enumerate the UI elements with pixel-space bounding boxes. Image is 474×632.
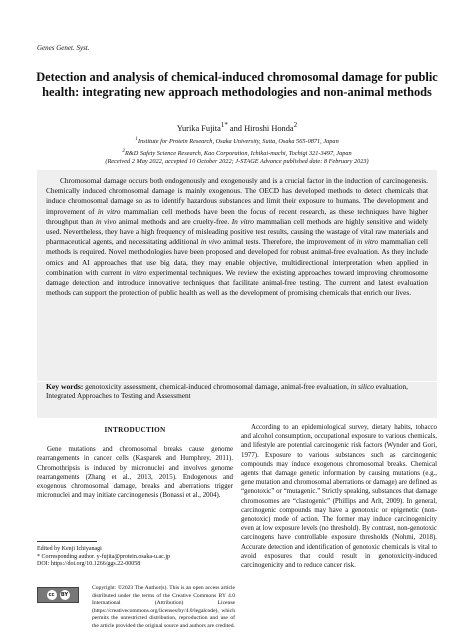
affiliation-text: Institute for Protein Research, Osaka University, Suita, Osaka 565-0871, Japan (137, 138, 339, 146)
section-heading-introduction: INTRODUCTION (104, 426, 166, 434)
article-title: Detection and analysis of chemical-induced chromosomal damage for public health: integrating new approach methodologies and non-animal methods (36, 70, 438, 99)
creative-commons-logo-icon[interactable] (37, 587, 79, 603)
affiliation-mark: 1 (135, 136, 138, 142)
abstract-box (37, 170, 437, 381)
author-name: Yurika Fujita (176, 123, 221, 133)
article-footnotes (37, 546, 237, 569)
by-attribution-icon: BY (60, 592, 69, 598)
introduction-paragraph: Gene mutations and chromosomal breaks cause genome rearrangements in cancer cells (Kasparek and Humphrey, 2011). Chromothripsis is induced by micronuclei and involves genome rearrangements (Zhang et al., 2013, 2015). Endogenous and exogenous chromosomal damage, breaks and aberrations trigger micronuclei and may initiate carcinogenesis (Bonassi et al., 2004). (37, 446, 233, 500)
editor-note: Edited by Kenji Ichiyanagi (37, 546, 102, 552)
author-list (30, 121, 444, 133)
journal-name: Genes Genet. Syst. (37, 44, 90, 52)
keywords-text: evaluation, Integrated Approaches to Testing and Assessment (46, 382, 408, 401)
affiliation-text: R&D Safety Science Research, Kao Corporation, Ichikai-machi, Tochigi 321-3497, Japan (124, 149, 352, 157)
author-name: Hiroshi Honda (244, 123, 294, 133)
affiliations (30, 135, 444, 158)
footnote-divider (37, 541, 97, 542)
license-text: Copyright: ©2023 The Author(s). This is an open access article distributed under the terms of the Creative Commons BY 4.0 International (Attribution) License (https://creativecommons.org/licenses/by/4.0/legalcode), which permits the unrestricted distribution, reproduction and use of the article provided the original source and authors are credited. (92, 585, 235, 629)
publication-dates: (Received 2 May 2022, accepted 10 October 2022; J-STAGE Advance published date: 8 February 2023) (105, 158, 369, 165)
author-affiliation-mark: 2 (293, 121, 298, 129)
keywords-text: genotoxicity assessment, chemical-induced chromosomal damage, animal-free evaluation, (83, 382, 351, 391)
affiliation-line (30, 135, 444, 147)
keywords-label: Key words: (46, 382, 84, 391)
body-paragraph: According to an epidemiological survey, dietary habits, tobacco and alcohol consumption, occupational exposure to various chemicals, and lifestyle are potential carcinogenic risk factors (Wynder and Gori, 1977). Exposure to various substances such as carcinogenic compounds may induce exogenous chromosomal breaks. Chemical agents that damage genetic information by causing mutations (e.g., gene mutation and chromosomal aberrations or damage) are defined as “genotoxic” or “mutagenic.” Strictly speaking, substances that damage chromosomes are “clastogenic” (Phillips and Arlt, 2009). In general, carcinogenic compounds may have a genotoxic or epigenetic (non-genotoxic) mode of action. The former may induce carcinogenicity even at low exposure levels (no threshold). By contrast, non-genotoxic carcinogens have controllable exposure thresholds (Nohmi, 2018). Accurate detection and identification of genotoxic chemicals is vital to avoid exposures that could result in genotoxicity-induced carcinogenicity and to reduce cancer risk. (241, 424, 437, 570)
keywords-box (37, 382, 437, 418)
doi-link[interactable]: DOI: https://doi.org/10.1266/ggs.22-00058 (37, 561, 141, 568)
cc-symbol-icon: cc (47, 590, 57, 600)
author-separator: and (227, 123, 245, 133)
corresponding-author: * Corresponding author. y-fujita@protein.osaka-u.ac.jp (37, 553, 170, 560)
keywords-italic: in silico (350, 382, 374, 391)
affiliation-mark: 2 (122, 147, 125, 154)
left-column (37, 423, 233, 500)
right-column (241, 423, 437, 570)
abstract-text: Chromosomal damage occurs both endogenously and exogenously and is a crucial factor in the induction of carcinogenesis. Chemically induced chromosomal damage is mainly exogenous. The OECD has developed methods to detect chemicals that induce chromosomal damage so as to identify hazardous substances and limit their exposure to humans. The development and improvement of in vitro mammalian cell methods have been the focus of recent research, as these techniques have higher throughput than in vivo animal methods and are cruelty-free. In vitro mammalian cell methods are highly sensitive and widely used. Nevertheless, they have a high frequency of misleading positive test results, causing the wastage of vital raw materials and pharmaceutical agents, and necessitating additional in vivo animal tests. Therefore, the improvement of in vitro mammalian cell methods is required. Novel methodologies have been proposed and developed for robust animal-free evaluation. As they include omics and AI approaches that use big data, they may enable objective, multidirectional interpretation when applied in combination with current in vitro experimental techniques. We review the existing approaches toward improving chromosome damage detection and introduce innovative techniques that facilitate animal-free testing. The current and latest evaluation methods can support the protection of public health as well as the development of promising chemicals that enrich our lives. (46, 176, 429, 298)
author-affiliation-mark: 1* (220, 121, 228, 129)
affiliation-line (30, 147, 444, 159)
